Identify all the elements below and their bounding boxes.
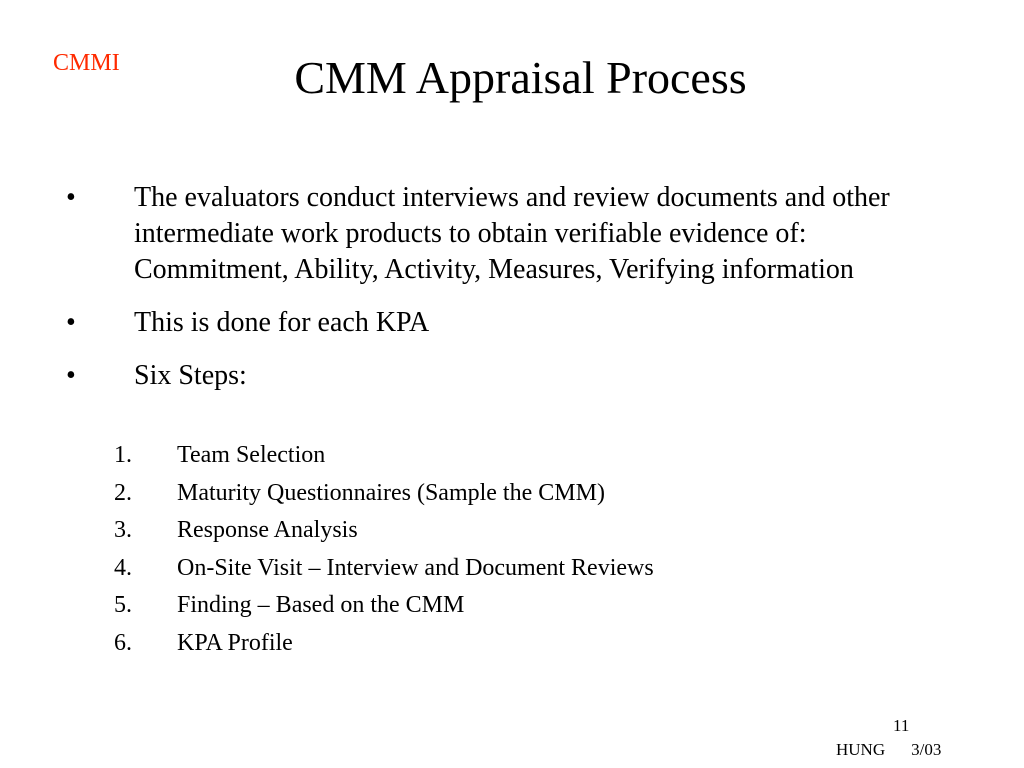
bullet-text: This is done for each KPA — [134, 307, 430, 338]
step-item — [114, 550, 654, 588]
steps-list — [114, 437, 654, 662]
step-text: Maturity Questionnaires (Sample the CMM) — [177, 479, 605, 506]
step-text: On-Site Visit – Interview and Document Reviews — [177, 554, 654, 581]
bullet-marker: • — [66, 182, 76, 213]
step-item — [114, 475, 654, 513]
corner-label: CMMI — [53, 50, 120, 76]
bullet-item — [66, 358, 966, 394]
step-text: Team Selection — [177, 442, 326, 468]
step-number: 5. — [114, 592, 132, 618]
step-item — [114, 625, 654, 663]
bullet-text: The evaluators conduct interviews and review documents and other intermediate work products to obtain verifiable evidence of: Commitment, Ability, Activity, Measures, Verifying information — [134, 182, 890, 285]
step-number: 1. — [114, 442, 132, 468]
slide-title: CMM Appraisal Process — [294, 52, 747, 103]
step-number: 2. — [114, 479, 132, 506]
step-text: Finding – Based on the CMM — [177, 592, 465, 618]
step-item — [114, 437, 654, 475]
bullet-marker: • — [66, 307, 76, 338]
step-item — [114, 587, 654, 625]
step-item — [114, 512, 654, 550]
bullet-item — [66, 305, 966, 341]
bullet-list — [66, 180, 966, 411]
footer-author: HUNG — [836, 740, 886, 759]
footer-date: 3/03 — [911, 740, 942, 759]
step-text: Response Analysis — [177, 517, 358, 543]
bullet-text: Six Steps: — [134, 360, 247, 391]
footer — [836, 740, 941, 760]
step-number: 3. — [114, 517, 132, 543]
bullet-marker: • — [66, 360, 76, 391]
step-number: 4. — [114, 554, 132, 581]
page-number: 11 — [893, 716, 910, 735]
step-number: 6. — [114, 629, 132, 656]
bullet-item — [66, 180, 966, 288]
step-text: KPA Profile — [177, 629, 293, 656]
